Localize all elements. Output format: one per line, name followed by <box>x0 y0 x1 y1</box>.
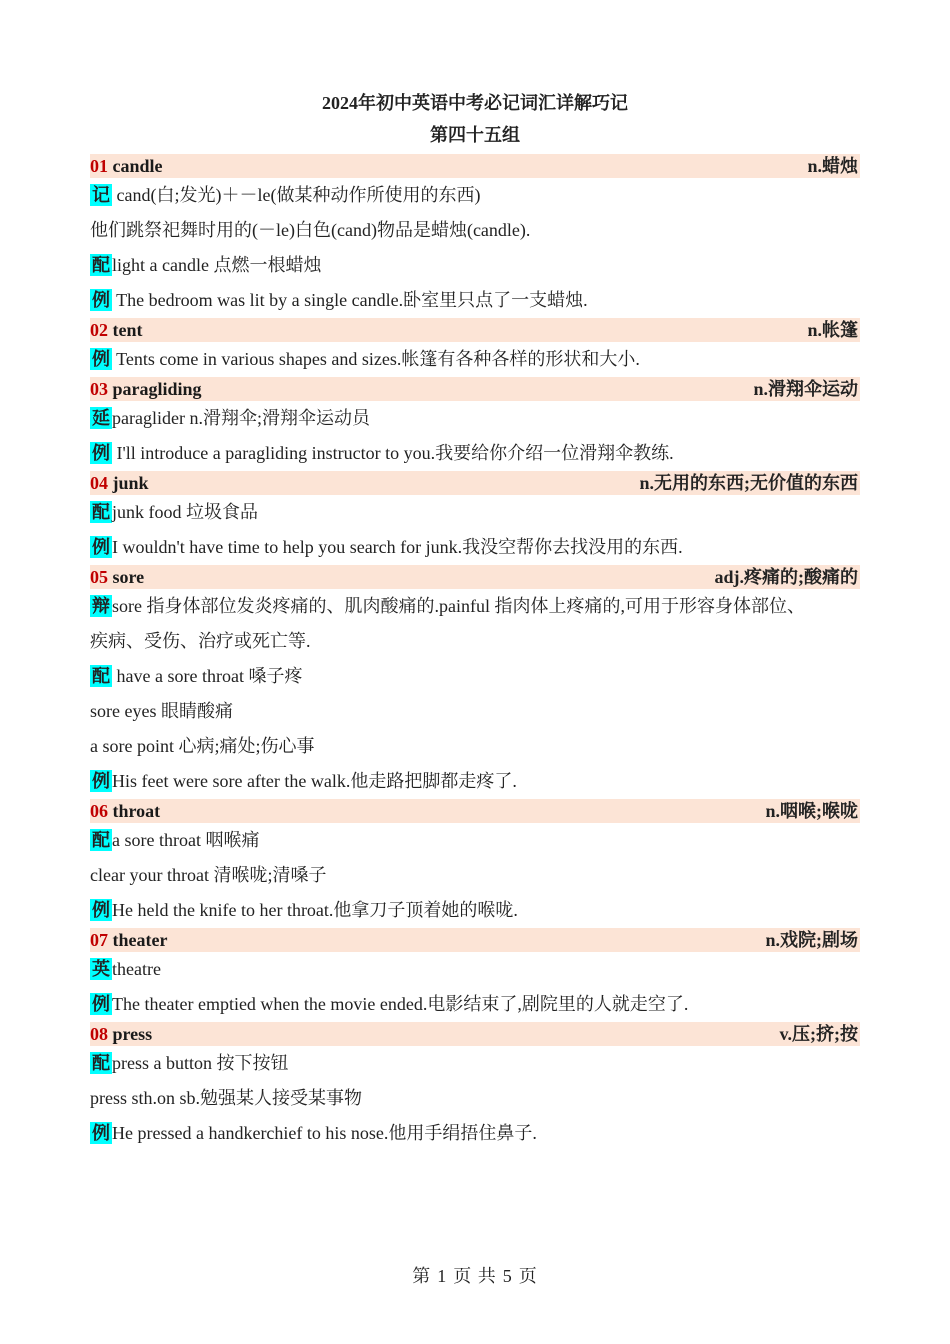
entry-number: 08 <box>90 1024 108 1044</box>
entry-number: 05 <box>90 567 108 587</box>
entry-number: 07 <box>90 930 108 950</box>
entry-word: theater <box>112 930 168 950</box>
entry-line-text: Tents come in various shapes and sizes.帐篷有各种各样的形状和大小. <box>112 349 640 369</box>
entry-header <box>90 565 860 589</box>
entry-line-text: His feet were sore after the walk.他走路把脚都走疼了. <box>112 771 517 791</box>
entry-line <box>90 987 860 1022</box>
entry-line <box>90 823 860 858</box>
entry-line <box>90 694 860 729</box>
entry-tag-badge: 延 <box>92 408 110 428</box>
entry-line <box>90 893 860 928</box>
entry-header <box>90 154 860 178</box>
footer-page-number: 1 <box>437 1266 448 1286</box>
entry-tag-badge: 记 <box>92 185 110 205</box>
entry-line <box>90 342 860 377</box>
entry-line-text: press a button 按下按钮 <box>112 1053 289 1073</box>
vocabulary-list <box>90 154 860 1151</box>
entry-tag-badge: 例 <box>92 290 110 310</box>
entry-headword <box>90 154 163 178</box>
entry-line-text: a sore point 心病;痛处;伤心事 <box>90 736 315 756</box>
entry-header <box>90 928 860 952</box>
entry-line <box>90 1116 860 1151</box>
entry-number: 02 <box>90 320 108 340</box>
entry-line-text: light a candle 点燃一根蜡烛 <box>112 255 322 275</box>
entry-line-text: sore 指身体部位发炎疼痛的、肌肉酸痛的.painful 指肉体上疼痛的,可用于形容身体部位、 <box>112 596 805 616</box>
entry-definition: n.戏院;剧场 <box>765 930 858 950</box>
entry-tag-badge: 例 <box>92 537 110 557</box>
entry-tag-badge: 配 <box>92 502 110 522</box>
entry-definition: v.压;挤;按 <box>779 1024 858 1044</box>
entry-line <box>90 1046 860 1081</box>
entry-tag-badge: 英 <box>92 959 110 979</box>
entry-tag-badge: 例 <box>92 349 110 369</box>
entry-line-text: He pressed a handkerchief to his nose.他用手绢捂住鼻子. <box>112 1123 537 1143</box>
entry-line-text: cand(白;发光)＋－le(做某种动作所使用的东西) <box>112 185 481 205</box>
entry-line <box>90 495 860 530</box>
entry-tag-badge: 配 <box>92 830 110 850</box>
entry-header <box>90 471 860 495</box>
entry-tag-badge: 配 <box>92 666 110 686</box>
entry-line <box>90 729 860 764</box>
entry-line <box>90 764 860 799</box>
entry-definition: adj.疼痛的;酸痛的 <box>714 567 858 587</box>
entry-line-text: I'll introduce a paragliding instructor to you.我要给你介绍一位滑翔伞教练. <box>112 443 674 463</box>
entry-headword <box>90 928 167 952</box>
entry-line <box>90 248 860 283</box>
entry-word: press <box>112 1024 153 1044</box>
entry-number: 04 <box>90 473 108 493</box>
entry-line <box>90 213 860 248</box>
entry-line <box>90 283 860 318</box>
entry-headword <box>90 471 149 495</box>
entry-line-text: The bedroom was lit by a single candle.卧室里只点了一支蜡烛. <box>112 290 588 310</box>
entry-line <box>90 178 860 213</box>
footer-middle: 页 共 <box>453 1266 497 1286</box>
entry-line <box>90 401 860 436</box>
entry-header <box>90 1022 860 1046</box>
entry-line-text: 疾病、受伤、治疗或死亡等. <box>90 631 311 651</box>
entry-line-text: The theater emptied when the movie ended.电影结束了,剧院里的人就走空了. <box>112 994 689 1014</box>
entry-header <box>90 799 860 823</box>
entry-tag-badge: 例 <box>92 1123 110 1143</box>
group-title: 第四十五组 <box>430 125 520 145</box>
entry-word: candle <box>112 156 163 176</box>
entry-definition: n.无用的东西;无价值的东西 <box>639 473 858 493</box>
entry-line <box>90 1081 860 1116</box>
entry-line <box>90 952 860 987</box>
entry-line-text: sore eyes 眼睛酸痛 <box>90 701 233 721</box>
entry-line-text: press sth.on sb.勉强某人接受某事物 <box>90 1088 363 1108</box>
entry-line-text: He held the knife to her throat.他拿刀子顶着她的喉咙. <box>112 900 518 920</box>
entry-headword <box>90 799 160 823</box>
document-page <box>90 88 860 1151</box>
entry-number: 06 <box>90 801 108 821</box>
entry-line <box>90 858 860 893</box>
entry-tag-badge: 例 <box>92 900 110 920</box>
entry-header <box>90 377 860 401</box>
entry-tag-badge: 配 <box>92 255 110 275</box>
entry-tag-badge: 辩 <box>92 596 110 616</box>
entry-tag-badge: 例 <box>92 443 110 463</box>
entry-line <box>90 624 860 659</box>
entry-headword <box>90 565 144 589</box>
page-footer <box>0 1262 950 1288</box>
entry-definition: n.滑翔伞运动 <box>753 379 858 399</box>
entry-headword <box>90 377 202 401</box>
document-title: 2024年初中英语中考必记词汇详解巧记 <box>322 93 628 113</box>
entry-line <box>90 659 860 694</box>
entry-definition: n.帐篷 <box>807 320 858 340</box>
entry-headword <box>90 318 143 342</box>
footer-prefix: 第 <box>412 1266 432 1286</box>
entry-number: 01 <box>90 156 108 176</box>
entry-line-text: I wouldn't have time to help you search for junk.我没空帮你去找没用的东西. <box>112 537 683 557</box>
entry-tag-badge: 例 <box>92 771 110 791</box>
entry-line <box>90 589 860 624</box>
entry-tag-badge: 配 <box>92 1053 110 1073</box>
entry-word: paragliding <box>112 379 202 399</box>
entry-header <box>90 318 860 342</box>
footer-total-pages: 5 <box>502 1266 513 1286</box>
entry-line-text: a sore throat 咽喉痛 <box>112 830 260 850</box>
entry-word: junk <box>112 473 149 493</box>
entry-line <box>90 436 860 471</box>
entry-line-text: paraglider n.滑翔伞;滑翔伞运动员 <box>112 408 370 428</box>
entry-headword <box>90 1022 152 1046</box>
entry-number: 03 <box>90 379 108 399</box>
entry-definition: n.蜡烛 <box>807 156 858 176</box>
entry-line-text: 他们跳祭祀舞时用的(－le)白色(cand)物品是蜡烛(candle). <box>90 220 531 240</box>
entry-line-text: junk food 垃圾食品 <box>112 502 258 522</box>
entry-line-text: theatre <box>112 959 161 979</box>
entry-line-text: clear your throat 清喉咙;清嗓子 <box>90 865 327 885</box>
entry-word: throat <box>112 801 161 821</box>
entry-word: tent <box>112 320 143 340</box>
entry-word: sore <box>112 567 145 587</box>
entry-line <box>90 530 860 565</box>
footer-suffix: 页 <box>518 1266 538 1286</box>
entry-tag-badge: 例 <box>92 994 110 1014</box>
entry-definition: n.咽喉;喉咙 <box>765 801 858 821</box>
entry-line-text: have a sore throat 嗓子疼 <box>112 666 303 686</box>
